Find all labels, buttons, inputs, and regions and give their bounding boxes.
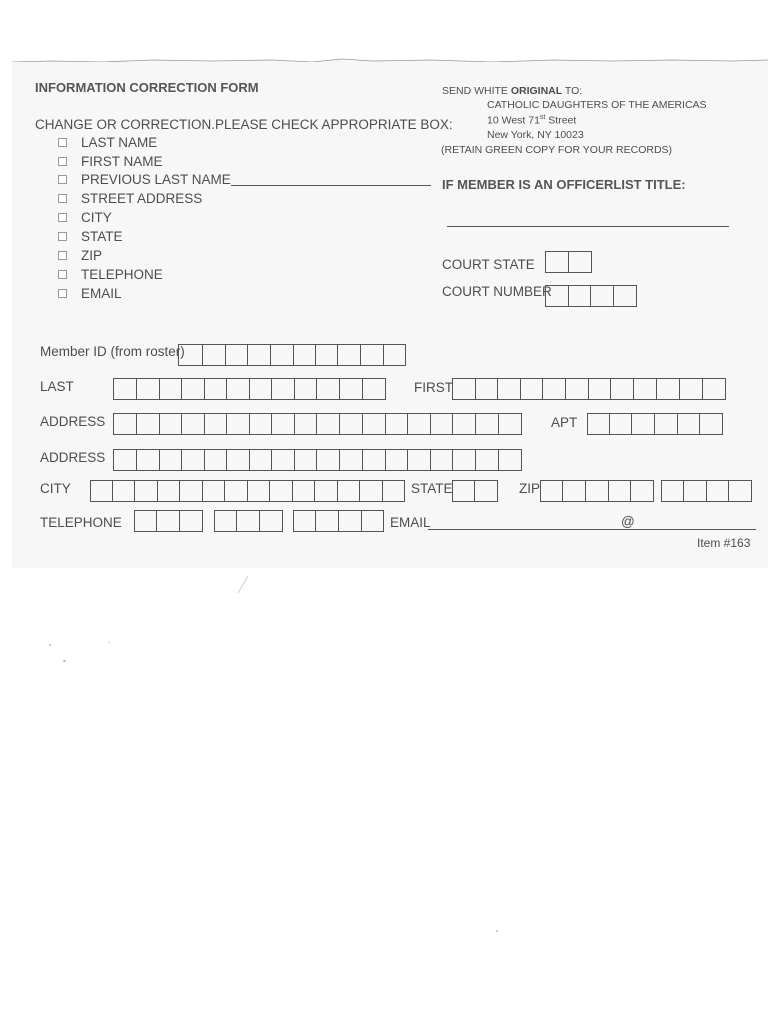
- send-suffix: TO:: [562, 85, 583, 97]
- city-boxes[interactable]: [90, 480, 405, 502]
- form-title: INFORMATION CORRECTION FORM: [35, 80, 259, 95]
- checkbox-email[interactable]: [58, 286, 122, 301]
- apt-label: APT: [551, 415, 578, 430]
- send-to-line: [442, 85, 582, 97]
- scan-speck: [63, 660, 66, 662]
- email-label: EMAIL: [390, 515, 431, 530]
- first-label: FIRST: [414, 380, 453, 395]
- address-label-2: ADDRESS: [40, 450, 106, 465]
- checkbox-square-icon[interactable]: [58, 194, 67, 203]
- telephone-label: TELEPHONE: [40, 515, 122, 530]
- send-bold: ORIGINAL: [510, 85, 563, 97]
- checkbox-first-name[interactable]: [58, 154, 163, 169]
- previous-last-name-line[interactable]: [231, 173, 431, 186]
- checkbox-street-address[interactable]: [58, 191, 202, 206]
- zip-label: ZIP: [519, 481, 541, 496]
- checkbox-square-icon[interactable]: [58, 175, 67, 184]
- checkbox-label: STATE: [81, 229, 123, 244]
- at-sign: @: [621, 514, 635, 529]
- court-state-boxes[interactable]: [545, 251, 592, 273]
- checkbox-zip[interactable]: [58, 248, 102, 263]
- city-label: CITY: [40, 481, 71, 496]
- scan-speck: [496, 930, 498, 932]
- scan-speck: [49, 644, 51, 646]
- instruction-text: CHANGE OR CORRECTION.PLEASE CHECK APPROPRIATE BOX:: [35, 117, 453, 132]
- member-id-label: Member ID (from roster): [40, 344, 185, 359]
- checkbox-city[interactable]: [58, 210, 112, 225]
- organization-name: CATHOLIC DAUGHTERS OF THE AMERICAS: [487, 99, 707, 111]
- zip-plus4-boxes[interactable]: [661, 480, 752, 502]
- first-name-boxes[interactable]: [452, 378, 726, 400]
- organization-street: [487, 114, 576, 127]
- checkbox-previous-last-name[interactable]: [58, 172, 431, 187]
- street-part-a: 10 West 71: [487, 114, 540, 127]
- zip-boxes[interactable]: [540, 480, 654, 502]
- telephone-prefix-boxes[interactable]: [214, 510, 283, 532]
- email-line[interactable]: [428, 529, 756, 530]
- checkbox-label: TELEPHONE: [81, 267, 163, 282]
- send-prefix: SEND WHITE: [442, 85, 511, 97]
- telephone-line-boxes[interactable]: [293, 510, 384, 532]
- checkbox-square-icon[interactable]: [58, 138, 67, 147]
- scan-speck: [108, 642, 110, 643]
- address-boxes-2[interactable]: [113, 449, 522, 471]
- officer-title-label: IF MEMBER IS AN OFFICERLIST TITLE:: [442, 177, 686, 192]
- scan-mark: [236, 575, 250, 595]
- checkbox-label: STREET ADDRESS: [81, 191, 203, 206]
- checkbox-label: EMAIL: [81, 286, 122, 301]
- street-superscript: st: [539, 114, 546, 121]
- checkbox-last-name[interactable]: [58, 135, 157, 150]
- checkbox-label: CITY: [81, 210, 112, 225]
- member-id-boxes[interactable]: [178, 344, 406, 366]
- apt-boxes[interactable]: [587, 413, 723, 435]
- checkbox-square-icon[interactable]: [58, 251, 67, 260]
- checkbox-telephone[interactable]: [58, 267, 163, 282]
- street-part-b: Street: [545, 114, 577, 127]
- court-number-boxes[interactable]: [545, 285, 637, 307]
- checkbox-square-icon[interactable]: [58, 232, 67, 241]
- checkbox-label: ZIP: [81, 248, 103, 263]
- checkbox-label: PREVIOUS LAST NAME: [81, 172, 231, 187]
- checkbox-label: LAST NAME: [81, 135, 158, 150]
- officer-title-line[interactable]: [447, 226, 729, 227]
- checkbox-square-icon[interactable]: [58, 270, 67, 279]
- court-state-label: COURT STATE: [442, 257, 535, 272]
- retain-note: (RETAIN GREEN COPY FOR YOUR RECORDS): [441, 144, 673, 156]
- item-number: Item #163: [697, 536, 751, 550]
- checkbox-square-icon[interactable]: [58, 289, 67, 298]
- address-label-1: ADDRESS: [40, 414, 106, 429]
- checkbox-label: FIRST NAME: [81, 154, 163, 169]
- last-label: LAST: [40, 379, 74, 394]
- checkbox-square-icon[interactable]: [58, 157, 67, 166]
- telephone-area-boxes[interactable]: [134, 510, 203, 532]
- checkbox-square-icon[interactable]: [58, 213, 67, 222]
- state-boxes[interactable]: [452, 480, 498, 502]
- state-label: STATE: [411, 481, 453, 496]
- address-boxes-1[interactable]: [113, 413, 522, 435]
- checkbox-state[interactable]: [58, 229, 123, 244]
- organization-city: New York, NY 10023: [487, 129, 584, 141]
- last-name-boxes[interactable]: [113, 378, 386, 400]
- court-number-label: COURT NUMBER: [442, 284, 552, 299]
